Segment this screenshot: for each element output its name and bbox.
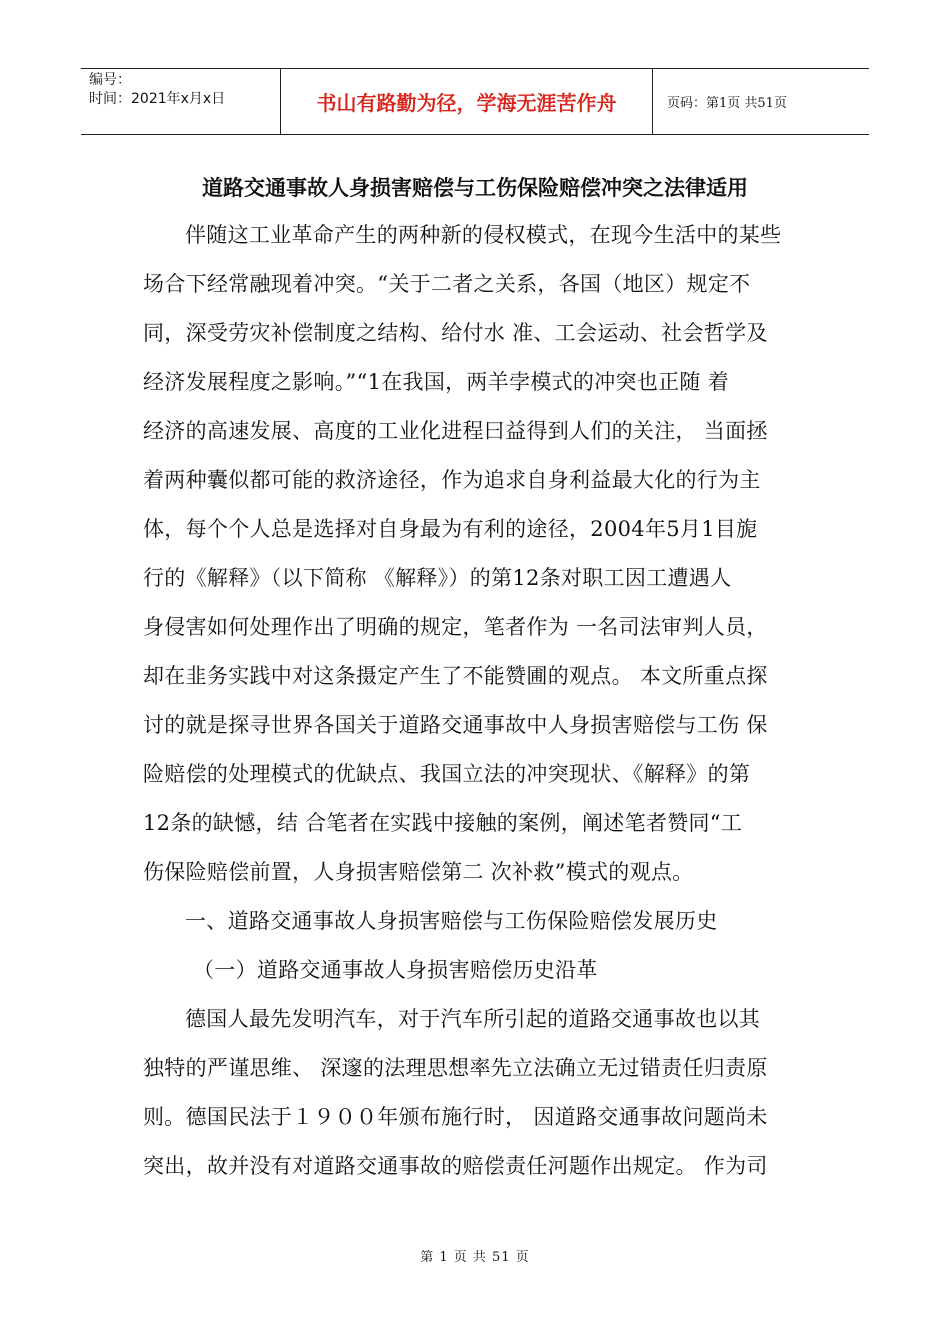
subsection-heading: （一）道路交通事故人身损害赔偿历史沿革 bbox=[193, 958, 598, 982]
body-line: 突出，故并没有对道路交通事故的赔偿责任河题作出规定。 作为司 bbox=[143, 1154, 768, 1178]
body-line: 身侵害如何处理作出了明确的规定，笔者作为 一名司法审判人员， bbox=[143, 615, 768, 639]
body-line: 同，深受劳灾补偿制度之结构、给付水 准、工会运动、社会哲学及 bbox=[143, 321, 768, 345]
body-line: 则。德国民法于１９００年颁布施行时， 因道路交通事故问题尚未 bbox=[143, 1105, 768, 1129]
body-line: 经济的高速发展、高度的工业化进程曰益得到人们的关注， 当面拯 bbox=[143, 419, 768, 443]
body-line: 讨的就是探寻世界各国关于道路交通事故中人身损害赔偿与工伤 保 bbox=[143, 713, 768, 737]
section-heading: 一、道路交通事故人身损害赔偿与工伤保险赔偿发展历史 bbox=[185, 909, 718, 933]
body-line: 场合下经常融现着冲突。“关于二者之关系，各国（地区）规定不 bbox=[143, 272, 751, 296]
body-line: 独特的严谨思维、 深邃的法理思想率先立法确立无过错责任归责原 bbox=[143, 1056, 768, 1080]
body-line: 伤保险赔偿前置，人身损害赔偿第二 次补救”模式的观点。 bbox=[143, 860, 694, 884]
document-header bbox=[81, 68, 869, 135]
header-page-info: 页码：第1页 共51页 bbox=[667, 96, 787, 111]
body-line: 伴随这工业革命产生的两种新的侵权模式，在现今生活中的某些 bbox=[185, 223, 782, 247]
serial-label: 编号： bbox=[89, 72, 131, 88]
page-footer: 第 1 页 共 51 页 bbox=[420, 1250, 530, 1265]
body-line: 经济发展程度之影响。”“1在我国，两羊孛模式的冲突也正随 着 bbox=[143, 370, 730, 394]
body-line: 德国人最先发明汽车，对于汽车所引起的道路交通事故也以其 bbox=[185, 1007, 761, 1031]
header-motto: 书山有路勤为径，学海无涯苦作舟 bbox=[281, 69, 653, 134]
document-title: 道路交通事故人身损害赔偿与工伤保险赔偿冲突之法律适用 bbox=[202, 176, 748, 200]
body-line: 12条的缺憾，结 合笔者在实践中接触的案例，阐述笔者赞同“工 bbox=[143, 811, 743, 835]
body-line: 险赔偿的处理模式的优缺点、我国立法的冲突现状、《解释》的第 bbox=[143, 762, 751, 786]
body-line: 着两种囊似都可能的救济途径，作为追求自身利益最大化的行为主 bbox=[143, 468, 761, 492]
body-line: 却在韭务实践中对这条摄定产生了不能赞圃的观点。 本文所重点探 bbox=[143, 664, 768, 688]
body-line: 行的《解释》（以下简称 《解释》）的第12条对职工因工遭遇人 bbox=[143, 566, 732, 590]
body-line: 体，每个个人总是选择对自身最为有利的途径，2004年5月1目旎 bbox=[143, 517, 758, 541]
document-body bbox=[143, 218, 809, 1198]
date-label: 时间：2021年x月x日 bbox=[89, 91, 226, 107]
header-meta bbox=[81, 69, 281, 134]
